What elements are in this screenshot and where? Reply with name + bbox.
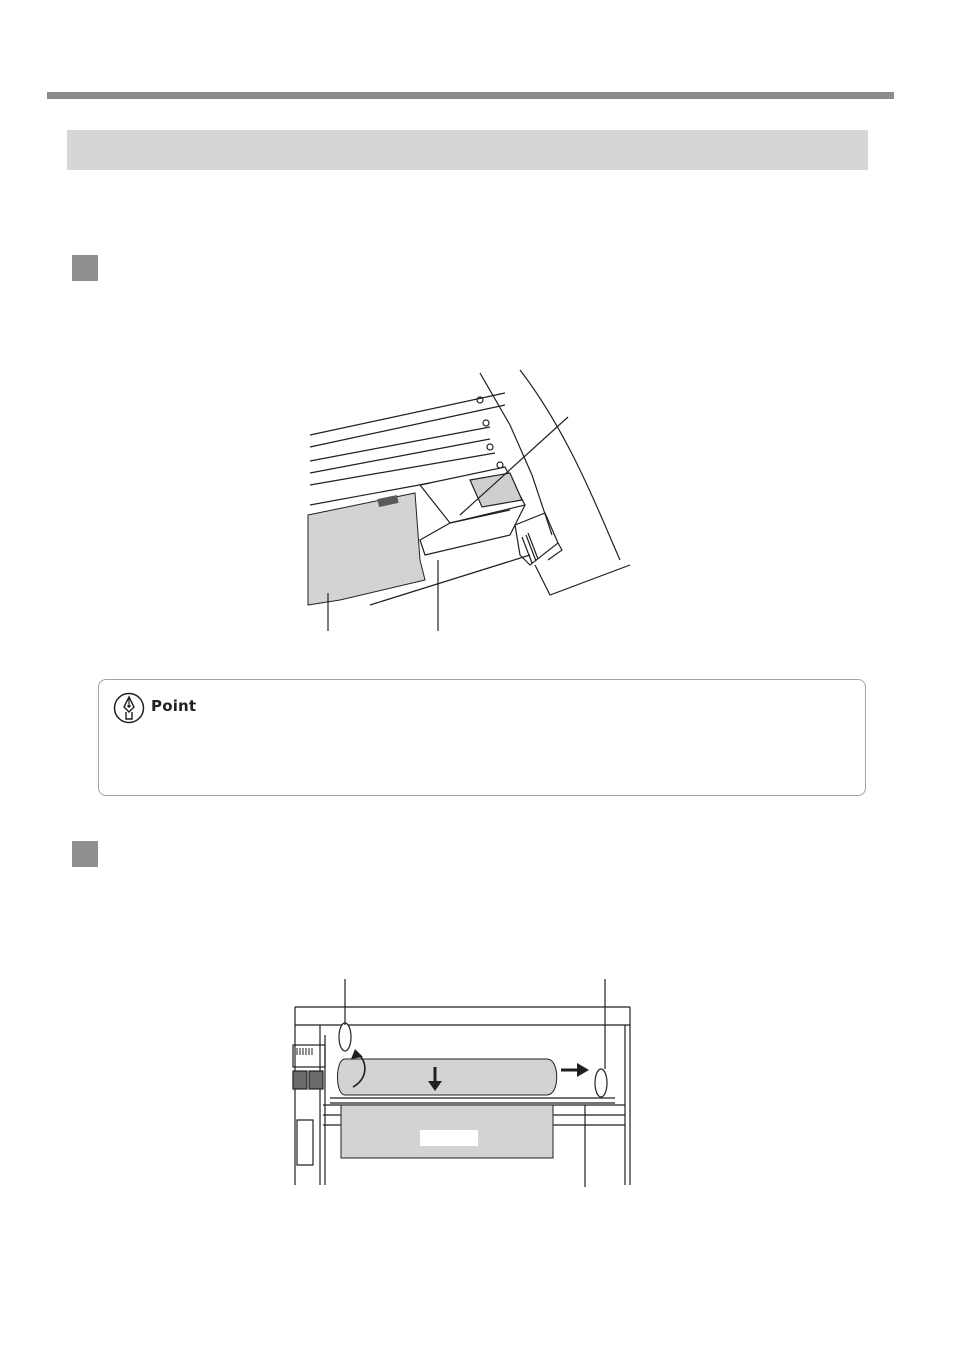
point-label: Point: [151, 697, 197, 715]
step-marker-2: [72, 841, 98, 867]
printer-head-illustration: [300, 365, 645, 635]
pen-nib-icon: [113, 692, 145, 724]
top-rule: [47, 92, 894, 99]
step-marker-1: [72, 255, 98, 281]
point-note-box: [98, 679, 866, 796]
media-roll-illustration: [285, 975, 645, 1190]
section-header-bar: [67, 130, 868, 170]
